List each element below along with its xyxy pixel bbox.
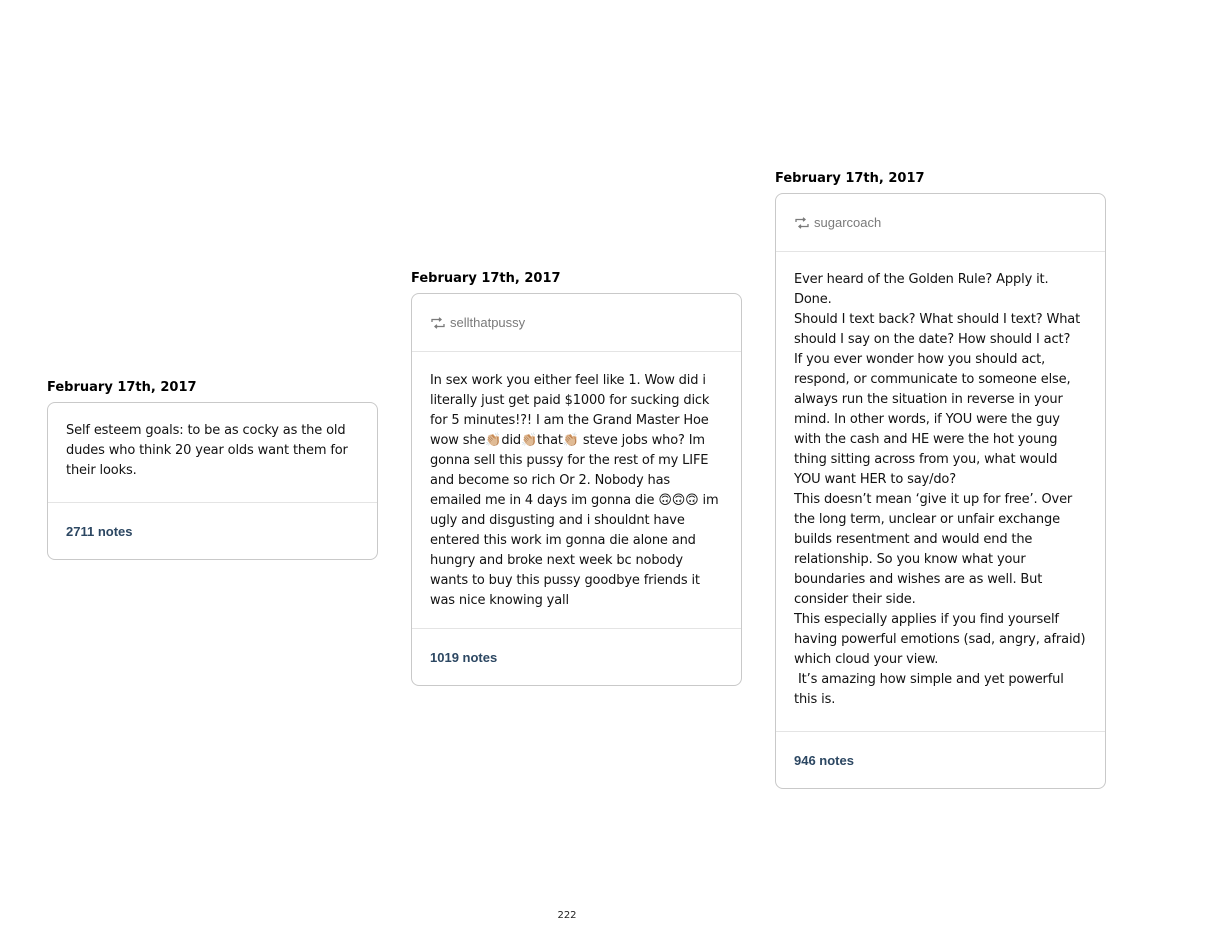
post xyxy=(411,271,742,686)
post-date: February 17th, 2017 xyxy=(411,271,561,286)
notes-count-label[interactable]: 2711 notes xyxy=(66,523,133,539)
post-card xyxy=(775,193,1106,789)
notes-count-label[interactable]: 946 notes xyxy=(794,752,854,768)
post-paragraph: Ever heard of the Golden Rule? Apply it. xyxy=(794,272,1049,287)
reblog-header[interactable] xyxy=(776,194,1105,252)
post-date: February 17th, 2017 xyxy=(775,171,925,186)
post-paragraph: This especially applies if you find yourself having powerful emotions (sad, angry, afraid) which cloud your view. xyxy=(794,612,1090,667)
notes-count[interactable] xyxy=(412,628,741,685)
post-text: In sex work you either feel like 1. Wow did i literally just get paid $1000 for sucking dick for 5 minutes!?! I am the Grand Master Hoe wow she👏🏼did👏🏼that👏🏼 steve jobs who? Im gonna sell this pussy for the rest of my LIFE and become so rich Or 2. Nobody has emailed me in 4 days im gonna die 🙃🙃🙃 im ugly and disgusting and i shouldnt have entered this work im gonna die alone and hungry and broke next week bc nobody wants to buy this pussy goodbye friends it was nice knowing yall xyxy=(430,373,723,608)
reblog-icon xyxy=(431,317,445,329)
post-card xyxy=(47,402,378,560)
post-paragraph: This doesn’t mean ‘give it up for free’. Over the long term, unclear or unfair exchange builds resentment and would end the relationship. So you know what your boundaries and wishes are as well. But consider their side. xyxy=(794,492,1077,607)
page-number: 222 xyxy=(557,910,577,921)
reblog-source[interactable]: sellthatpussy xyxy=(450,315,526,330)
post-paragraph: Should I text back? What should I text? What should I say on the date? How should I act? xyxy=(794,312,1085,347)
post-paragraph: If you ever wonder how you should act, respond, or communicate to someone else, always run the situation in reverse in your mind. In other words, if YOU were the guy with the cash and HE were the hot young thing sitting across from you, what would YOU want HER to say/do? xyxy=(794,352,1075,487)
post-paragraph: It’s amazing how simple and yet powerful this is. xyxy=(794,672,1068,707)
post-paragraph: Done. xyxy=(794,292,832,307)
post-date: February 17th, 2017 xyxy=(47,380,197,395)
post-body xyxy=(776,252,1105,731)
post-body xyxy=(412,352,741,628)
reblog-header[interactable] xyxy=(412,294,741,352)
post-card xyxy=(411,293,742,686)
notes-count-label[interactable]: 1019 notes xyxy=(430,649,498,665)
post-text: Self esteem goals: to be as cocky as the old dudes who think 20 year olds want them for their looks. xyxy=(66,423,352,478)
notes-count[interactable] xyxy=(48,502,377,559)
reblog-icon xyxy=(795,217,809,229)
notes-count[interactable] xyxy=(776,731,1105,788)
post xyxy=(775,171,1106,789)
post xyxy=(47,380,378,560)
post-body xyxy=(48,403,377,502)
reblog-source[interactable]: sugarcoach xyxy=(814,215,882,230)
